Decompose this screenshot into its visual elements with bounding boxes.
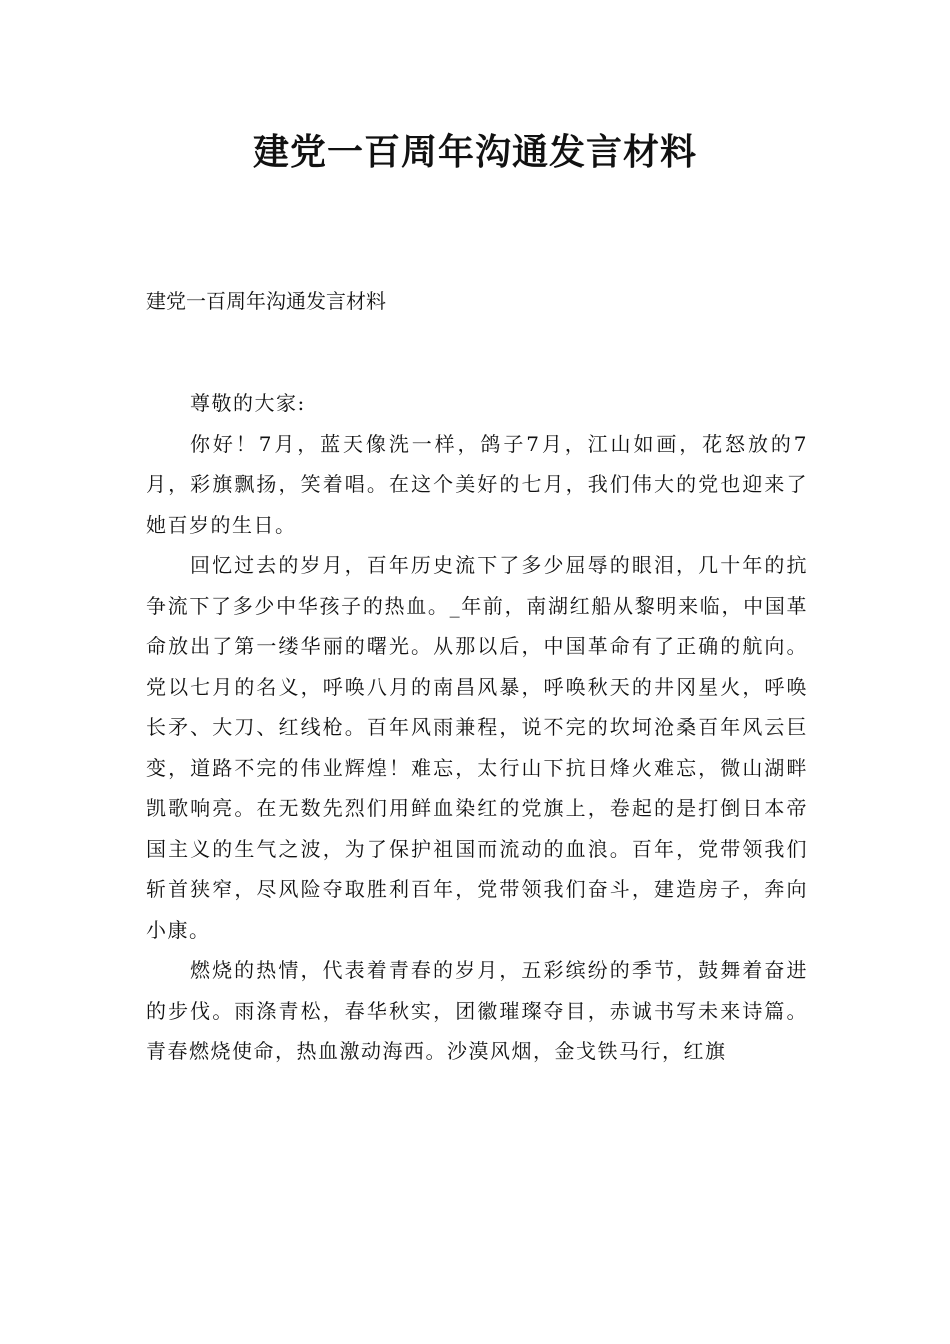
document-subtitle: 建党一百周年沟通发言材料 [146, 289, 386, 313]
document-body [146, 383, 808, 1072]
document-title: 建党一百周年沟通发言材料 [252, 132, 697, 173]
paragraph: 回忆过去的岁月，百年历史流下了多少屈辱的眼泪，几十年的抗争流下了多少中华孩子的热血。_年前，南湖红船从黎明来临，中国革命放出了第一缕华丽的曙光。从那以后，中国革命有了正确的航向。党以七月的名义，呼唤八月的南昌风暴，呼唤秋天的井冈星火，呼唤长矛、大刀、红线枪。百年风雨兼程，说不完的坎坷沧桑百年风云巨变，道路不完的伟业辉煌！难忘，太行山下抗日烽火难忘，微山湖畔凯歌响亮。在无数先烈们用鲜血染红的党旗上，卷起的是打倒日本帝国主义的生气之波，为了保护祖国而流动的血浪。百年，党带领我们斩首狭窄，尽风险夺取胜利百年，党带领我们奋斗，建造房子，奔向小康。 [146, 553, 808, 942]
salutation: 尊敬的大家: [190, 391, 306, 415]
paragraph: 燃烧的热情，代表着青春的岁月，五彩缤纷的季节，鼓舞着奋进的步伐。雨涤青松，春华秋实，团徽璀璨夺目，赤诚书写未来诗篇。青春燃烧使命，热血激动海西。沙漠风烟，金戈铁马行，红旗 [146, 958, 808, 1063]
paragraph: 你好！7月，蓝天像洗一样，鸽子7月，江山如画，花怒放的7月，彩旗飘扬，笑着唱。在这个美好的七月，我们伟大的党也迎来了她百岁的生日。 [146, 431, 808, 537]
